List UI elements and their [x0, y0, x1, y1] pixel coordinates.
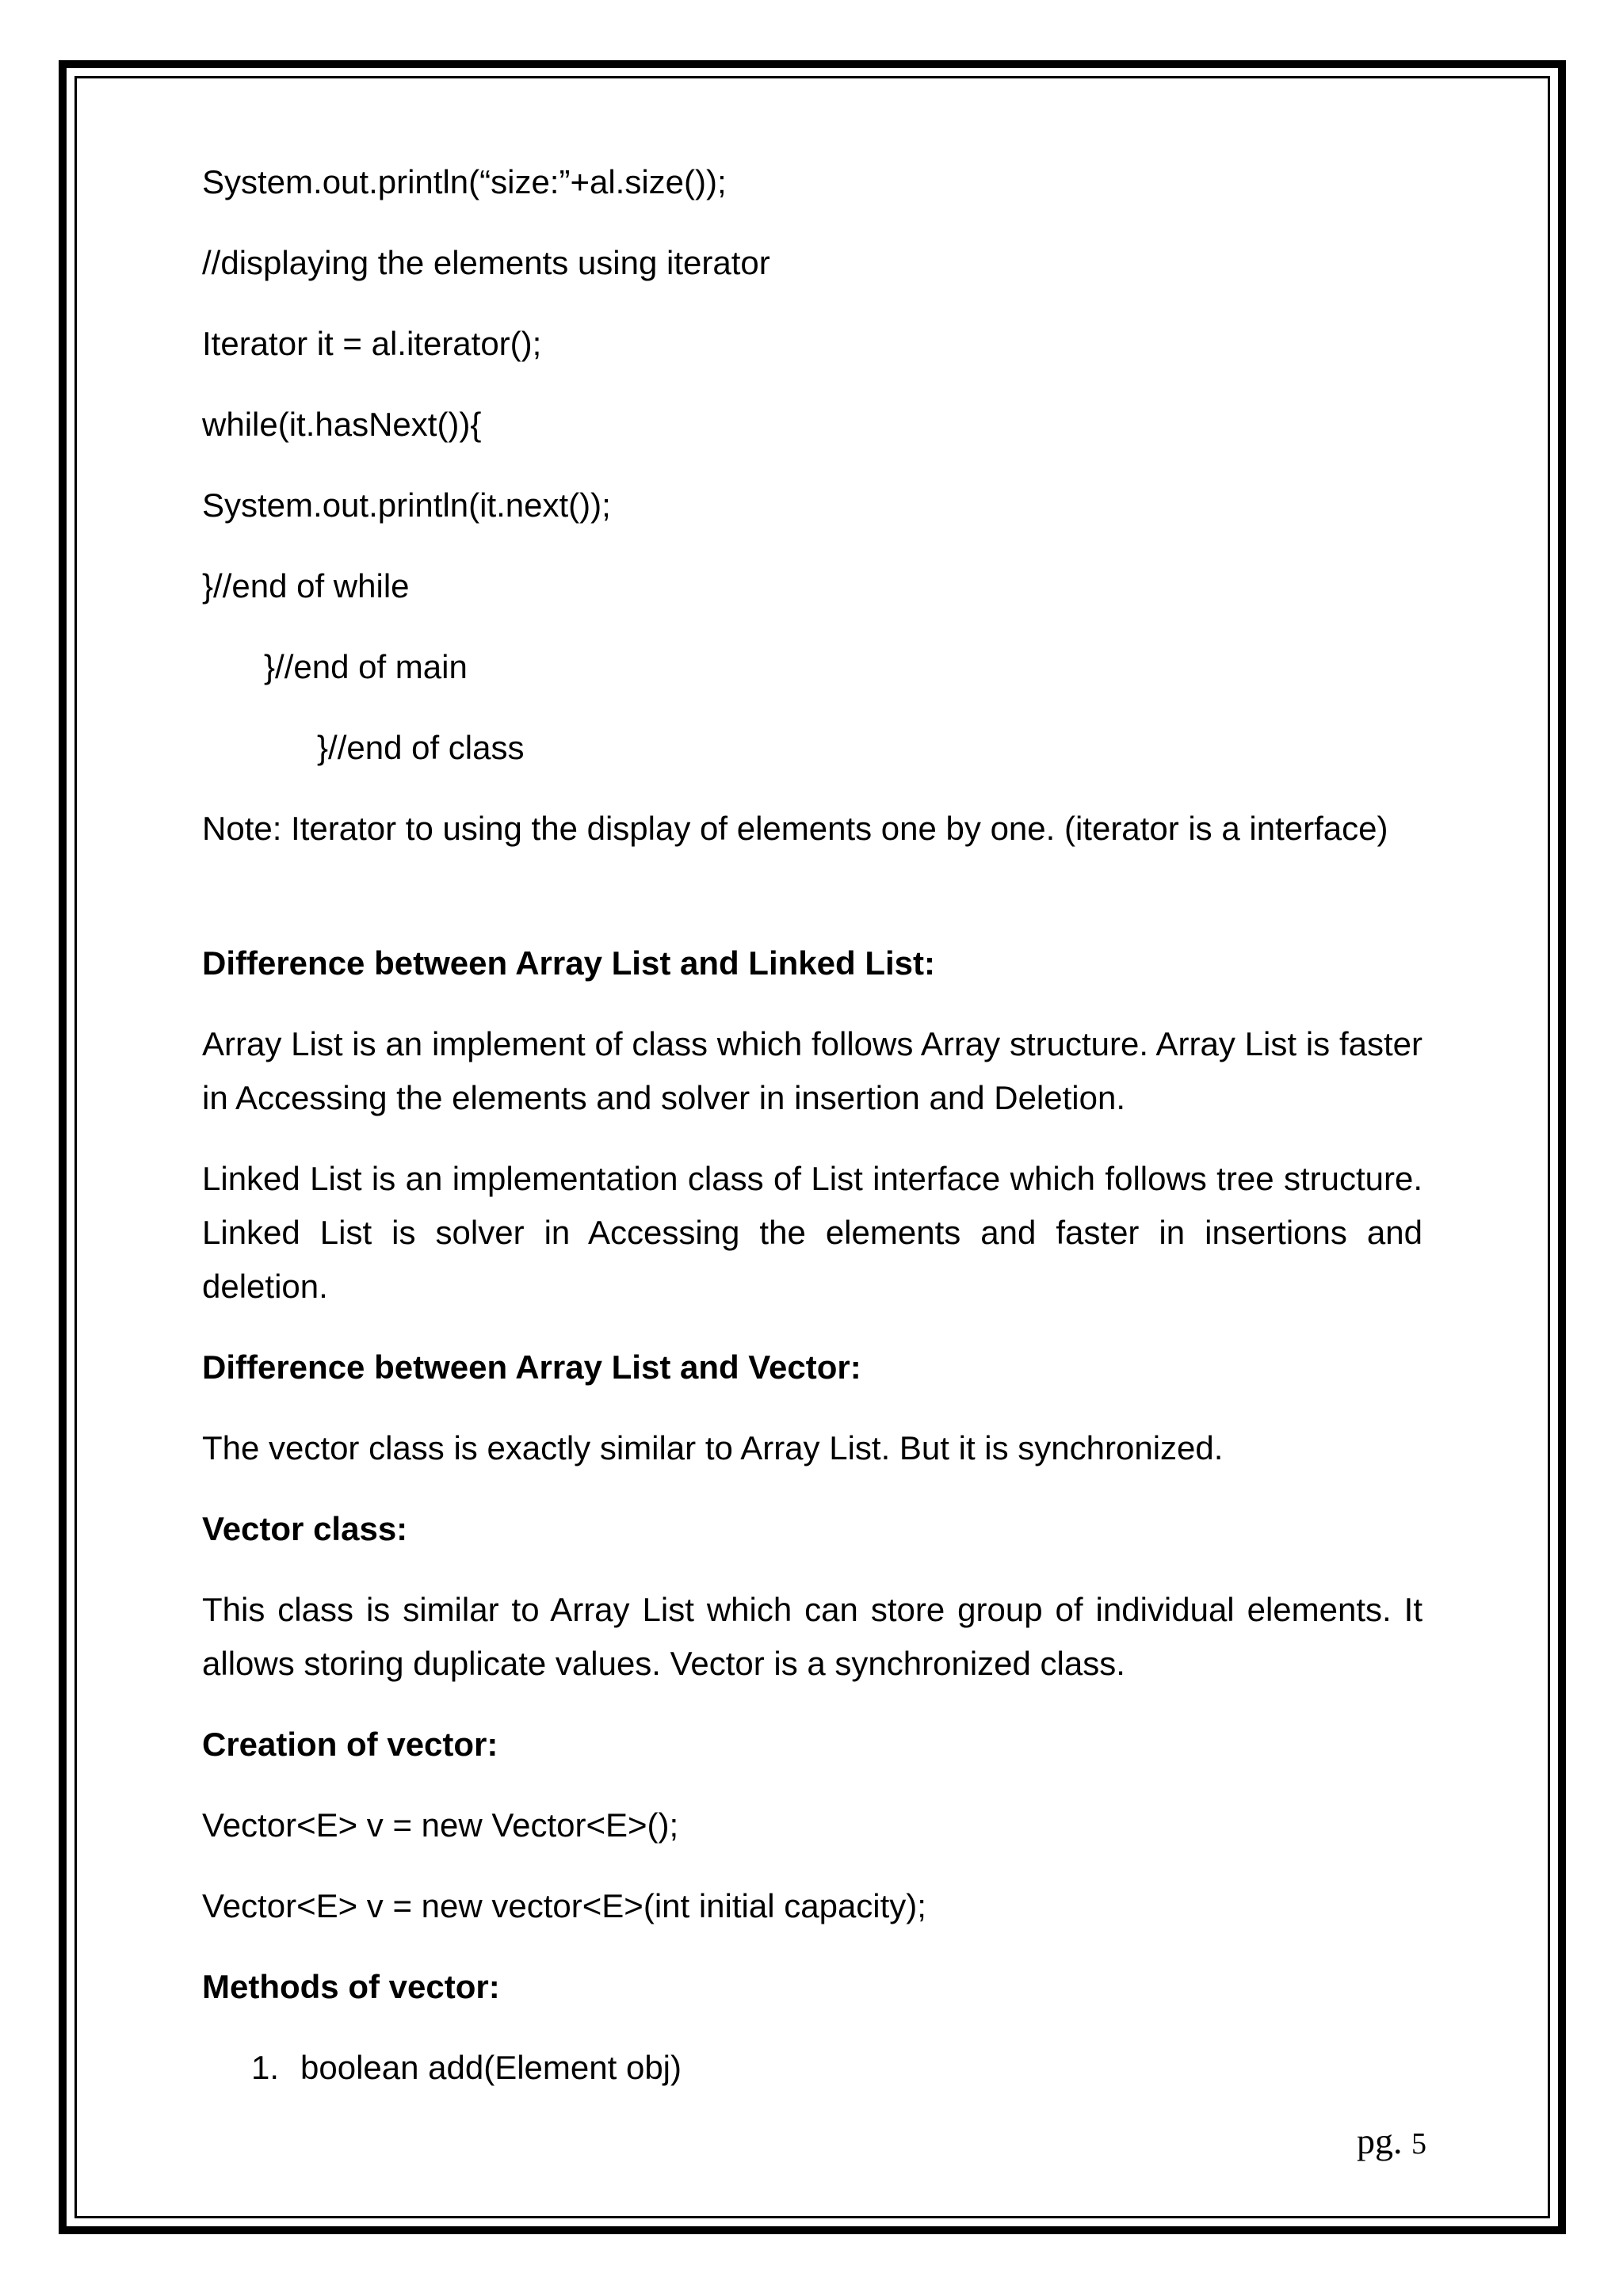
code-line-vector-new: Vector<E> v = new Vector<E>(); [202, 1806, 679, 1844]
code-line-end-main: }//end of main [264, 648, 468, 685]
paragraph-arraylist: Array List is an implement of class which follows Array structure. Array List is faster in Accessing the elements and solver in insertion and Deletion. [202, 1025, 1423, 1116]
code-line-iterator-decl: Iterator it = al.iterator(); [202, 325, 542, 362]
page-number [1357, 2118, 1426, 2168]
page-number-value: 5 [1411, 2127, 1426, 2161]
code-line-println-next: System.out.println(it.next()); [202, 486, 611, 524]
heading-arraylist-vs-vector: Difference between Array List and Vector: [202, 1348, 861, 1386]
list-item [251, 2041, 682, 2095]
code-line-comment-iterator: //displaying the elements using iterator [202, 244, 770, 281]
code-line-println-size: System.out.println(“size:”+al.size()); [202, 163, 727, 200]
code-line-vector-capacity: Vector<E> v = new vector<E>(int initial capacity); [202, 1887, 926, 1924]
heading-methods-of-vector: Methods of vector: [202, 1968, 500, 2005]
list-item-text: boolean add(Element obj) [300, 2049, 682, 2086]
code-line-end-class: }//end of class [317, 729, 525, 766]
note-paragraph: Note: Iterator to using the display of elements one by one. (iterator is a interface) [202, 810, 1388, 847]
code-line-while: while(it.hasNext()){ [202, 406, 482, 443]
code-line-end-while: }//end of while [202, 567, 410, 605]
paragraph-arraylist-vs-vector: The vector class is exactly similar to Array List. But it is synchronized. [202, 1429, 1224, 1466]
paragraph-linkedlist: Linked List is an implementation class of List interface which follows tree structure. Linked List is solver in Accessing the elements and faster in insertions and deletion. [202, 1160, 1423, 1305]
list-item-number: 1. [251, 2049, 280, 2086]
heading-vector-class: Vector class: [202, 1510, 408, 1547]
page-number-prefix: pg. [1357, 2121, 1403, 2161]
heading-arraylist-vs-linkedlist: Difference between Array List and Linked List: [202, 944, 935, 982]
paragraph-vector-class: This class is similar to Array List which can store group of individual elements. It allows storing duplicate values. Vector is a synchronized class. [202, 1591, 1423, 1682]
heading-creation-of-vector: Creation of vector: [202, 1726, 498, 1763]
